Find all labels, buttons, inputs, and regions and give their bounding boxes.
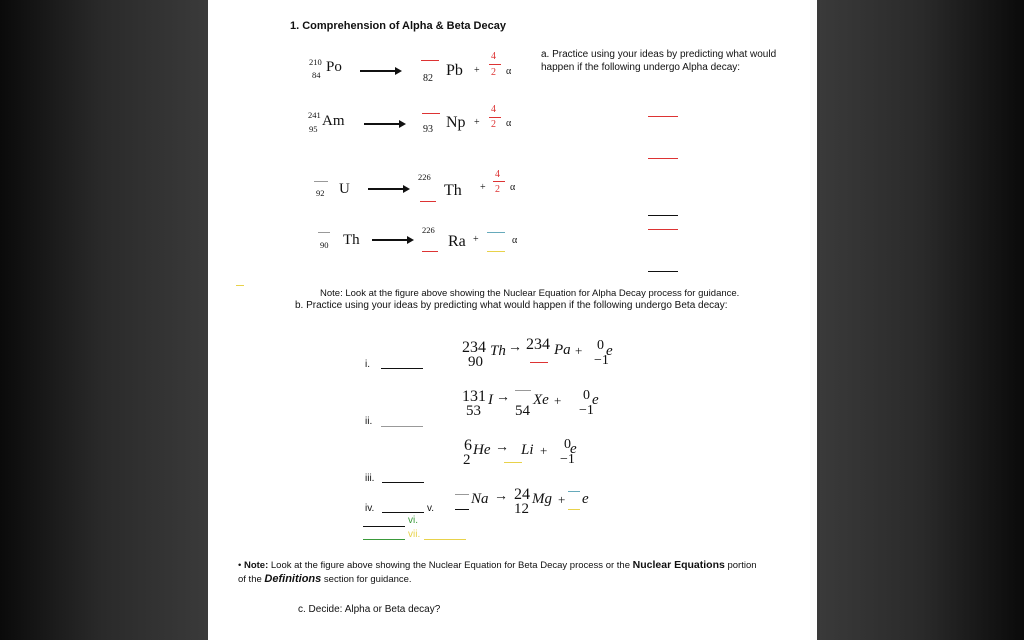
beta-note-line2: of the Definitions section for guidance. bbox=[238, 573, 412, 585]
answer-blank[interactable] bbox=[421, 60, 439, 61]
answer-blank[interactable] bbox=[314, 181, 328, 182]
answer-blank[interactable] bbox=[568, 509, 580, 510]
part-a-instructions: a. Practice using your ideas by predicting what would happen if the following undergo Alpha decay: bbox=[541, 49, 777, 73]
answer-blank[interactable] bbox=[648, 271, 678, 272]
section-title: 1. Comprehension of Alpha & Beta Decay bbox=[290, 20, 506, 32]
answer-blank[interactable] bbox=[381, 426, 423, 427]
document-page: 1. Comprehension of Alpha & Beta Decay a. Practice using your ideas by predicting what would happen if the following undergo Alpha decay: 210 84 Po 82 Pb + 4 2 α 241 95 Am 93 Np + 4 2 α 92 U 226 Th + 4 2 α 90 Th 226 Ra + α Note: Look at the figure above showing the Nuclear Equation for Alpha Decay process for guidance. b. Practice using your ideas by predicting what would happen if the following undergo Beta decay: i. ii. iii. iv. v. vi. vii. 234 90 Th → 234 Pa + 0 −1 e 131 53 I → 54 Xe + 0 −1 e 6 2 He → Li + 0 −1 e Na → 24 12 Mg + e • Note: Look at the figure above showing the Nuclear Equation for Beta Decay process or the Nuclear Equations portion of the Definitions section for guidance. c. Decide: Alpha or Beta decay? bbox=[208, 0, 817, 640]
answer-blank[interactable] bbox=[424, 539, 466, 540]
answer-blank[interactable] bbox=[381, 368, 423, 369]
reaction-arrow bbox=[364, 123, 404, 125]
answer-blank[interactable] bbox=[420, 201, 436, 202]
answer-blank[interactable] bbox=[422, 113, 440, 114]
answer-blank[interactable] bbox=[455, 509, 469, 510]
answer-blank[interactable] bbox=[487, 232, 505, 233]
answer-blank[interactable] bbox=[363, 526, 405, 527]
answer-blank[interactable] bbox=[422, 251, 438, 252]
answer-blank[interactable] bbox=[455, 494, 469, 495]
answer-blank[interactable] bbox=[487, 251, 505, 252]
reaction-arrow bbox=[368, 188, 408, 190]
answer-blank[interactable] bbox=[568, 491, 580, 492]
beta-note-line1: • Note: Look at the figure above showing the Nuclear Equation for Beta Decay process or the Nuclear Equations portion bbox=[238, 559, 757, 571]
answer-blank[interactable] bbox=[515, 390, 531, 391]
answer-blank[interactable] bbox=[318, 232, 330, 233]
answer-blank[interactable] bbox=[504, 462, 522, 463]
part-c-prompt: c. Decide: Alpha or Beta decay? bbox=[298, 604, 441, 615]
reaction-arrow bbox=[372, 239, 412, 241]
answer-blank[interactable] bbox=[382, 512, 424, 513]
answer-blank[interactable] bbox=[363, 539, 405, 540]
answer-blank[interactable] bbox=[530, 362, 548, 363]
alpha-note: Note: Look at the figure above showing the Nuclear Equation for Alpha Decay process for guidance. bbox=[320, 288, 740, 299]
answer-blank[interactable] bbox=[648, 215, 678, 216]
part-b-instructions: b. Practice using your ideas by predicting what would happen if the following undergo Beta decay: bbox=[295, 300, 728, 311]
answer-blank[interactable] bbox=[648, 158, 678, 159]
margin-mark bbox=[236, 285, 244, 286]
answer-blank[interactable] bbox=[382, 482, 424, 483]
answer-blank[interactable] bbox=[648, 229, 678, 230]
answer-blank[interactable] bbox=[648, 116, 678, 117]
reaction-arrow bbox=[360, 70, 400, 72]
